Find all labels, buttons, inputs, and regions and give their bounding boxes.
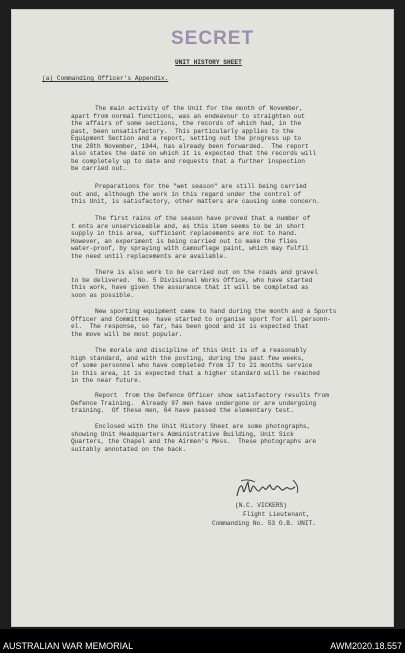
institution-label: AUSTRALIAN WAR MEMORIAL xyxy=(3,641,134,651)
paragraph-line: Enclosed with the Unit History Sheet are some photographs, xyxy=(95,423,311,430)
paragraph-line: high standard, and with the posting, during the past few weeks, xyxy=(71,354,305,362)
paragraph-line: of some personnel who have completed from 17 to 21 months service xyxy=(71,362,313,370)
paragraph-line: Quarters, the Chapel and the Airmen's Mess. These photographs are xyxy=(71,438,317,446)
paragraph-line: New sporting equipment came to hand during the month and a Sports xyxy=(95,308,337,315)
paragraph-line: The first rains of the season have proved that a number of xyxy=(95,215,311,222)
paragraph-line: Preparations for the "wet season" are still being carried xyxy=(95,183,307,190)
signatory-rank: Flight Lieutenant, xyxy=(243,511,310,518)
paragraph-line: showing Unit Headquarters Administrative Building, Unit Sick xyxy=(71,430,294,438)
paragraph-line: The main activity of the Unit for the month of November, xyxy=(95,105,303,112)
paragraph-line: Officer and Committee have started to organise sport for all personn- xyxy=(71,315,331,323)
signatory-position: Commanding No. 53 O.B. UNIT. xyxy=(212,520,316,527)
secret-stamp: SECRET xyxy=(171,28,255,49)
paragraph-line: However, an experiment is being carried out to make the flies xyxy=(71,237,298,245)
paragraph-line: supply in this area, sufficient replacements are not to hand. xyxy=(71,230,298,238)
paragraph-5 xyxy=(71,308,381,338)
paragraph-6 xyxy=(71,347,381,385)
paragraph-line: There is also work to be carried out on the roads and gravel xyxy=(95,269,318,276)
paragraph-line: this Unit, is satisfactory, other matters are causing some concern. xyxy=(71,198,320,206)
paragraph-7 xyxy=(71,392,381,415)
paragraph-line: the affairs of some sections, the records of which had, in the xyxy=(71,120,302,128)
paragraph-line: Equipment Section and a report, setting out the progress up to xyxy=(71,135,302,143)
paragraph-line: water-proof, by spraying with camouflage paint, which may fulfil xyxy=(71,245,309,253)
paragraph-line: in this area, it is expected that a higher standard will be reached xyxy=(71,369,320,377)
handwritten-signature xyxy=(233,476,309,504)
document-page xyxy=(11,9,394,627)
paragraph-line: soon as possible. xyxy=(71,291,135,299)
paragraph-3 xyxy=(71,215,381,260)
paragraph-line: the need until replacements are available. xyxy=(71,252,227,260)
paragraph-line: training. Of these men, 64 have passed the elementary test. xyxy=(71,407,294,415)
paragraph-line: suitably annotated on the back. xyxy=(71,445,187,453)
paragraph-line: also states the date on which it is expected that the records will xyxy=(71,150,317,158)
paragraph-1 xyxy=(71,105,381,173)
paragraph-line: The morale and discipline of this Unit is of a reasonably xyxy=(95,347,307,354)
paragraph-line: Defence Training. Already 97 men have undergone or are undergoing xyxy=(71,399,317,407)
paragraph-2 xyxy=(71,183,381,206)
paragraph-4 xyxy=(71,269,381,299)
paragraph-8 xyxy=(71,423,381,453)
paragraph-line: in the near future. xyxy=(71,377,142,385)
paragraph-line: apart from normal functions, was an endeavour to straighten out xyxy=(71,112,305,120)
archive-footer xyxy=(0,629,405,653)
paragraph-line: past, been unsatisfactory. This particularly applies to the xyxy=(71,127,294,135)
paragraph-line: t ents are unserviceable and, as this item seems to be in short xyxy=(71,222,305,230)
signatory-name: (N.C. VICKERS) xyxy=(235,502,287,509)
paragraph-line: out and, although the work in this regard under the control of xyxy=(71,190,302,198)
paragraph-line: to be delivered. No. 5 Divisional Works Office, who have started xyxy=(71,276,313,284)
paragraph-line: be carried out. xyxy=(71,165,127,173)
paragraph-line: el. The response, so far, has been good and it is expected that xyxy=(71,323,309,331)
section-heading: (a) Commanding Officer's Appendix. xyxy=(42,75,169,82)
reference-number: AWM2020.18.557 xyxy=(330,641,402,651)
paragraph-line: Report from the Defence Officer show satisfactory results from xyxy=(95,392,329,399)
document-title: UNIT HISTORY SHEET xyxy=(175,59,242,66)
paragraph-line: be completely up to date and requests that a further inspection xyxy=(71,157,305,165)
paragraph-line: the 28th November, 1944, has already been forwarded. The report xyxy=(71,142,309,150)
paragraph-line: this work, have given the assurance that it will be completed as xyxy=(71,284,309,292)
paragraph-line: the move will be most popular. xyxy=(71,330,183,338)
